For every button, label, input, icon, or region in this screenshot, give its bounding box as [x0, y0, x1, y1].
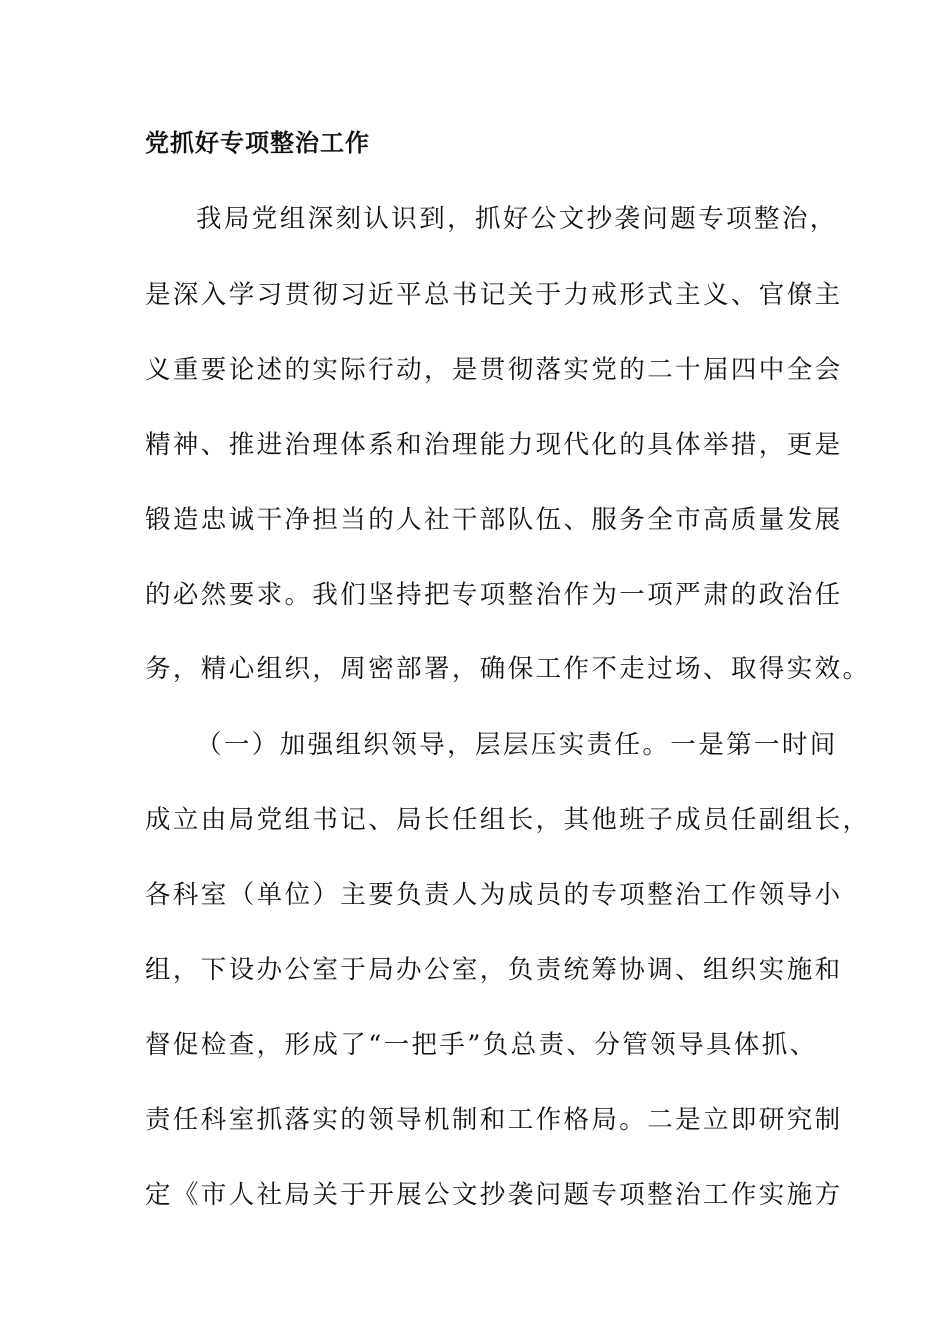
paragraph-line: 各科室（单位）主要负责人为成员的专项整治工作领导小	[145, 880, 843, 910]
paragraph-line: 的必然要求。我们坚持把专项整治作为一项严肃的政治任	[145, 580, 843, 610]
paragraph-line: （一）加强组织领导，层层压实责任。一是第一时间	[196, 730, 838, 760]
paragraph-line: 责任科室抓落实的领导机制和工作格局。二是立即研究制	[145, 1105, 843, 1135]
paragraph-line: 务，精心组织，周密部署，确保工作不走过场、取得实效。	[145, 654, 871, 684]
paragraph-line: 督促检查，形成了“一把手”负总责、分管领导具体抓、	[145, 1030, 818, 1060]
paragraph-line: 我局党组深刻认识到，抓好公文抄袭问题专项整治，	[196, 204, 838, 234]
paragraph-line: 定《市人社局关于开展公文抄袭问题专项整治工作实施方	[145, 1180, 843, 1210]
section-heading: 党抓好专项整治工作	[145, 129, 370, 157]
paragraph-line: 锻造忠诚干净担当的人社干部队伍、服务全市高质量发展	[145, 505, 843, 535]
paragraph-line: 成立由局党组书记、局长任组长，其他班子成员任副组长，	[145, 805, 871, 835]
paragraph-line: 组，下设办公室于局办公室，负责统筹协调、组织实施和	[145, 955, 843, 985]
paragraph-line: 义重要论述的实际行动，是贯彻落实党的二十届四中全会	[145, 355, 843, 385]
paragraph-line: 是深入学习贯彻习近平总书记关于力戒形式主义、官僚主	[145, 280, 843, 310]
paragraph-line: 精神、推进治理体系和治理能力现代化的具体举措，更是	[145, 430, 843, 460]
